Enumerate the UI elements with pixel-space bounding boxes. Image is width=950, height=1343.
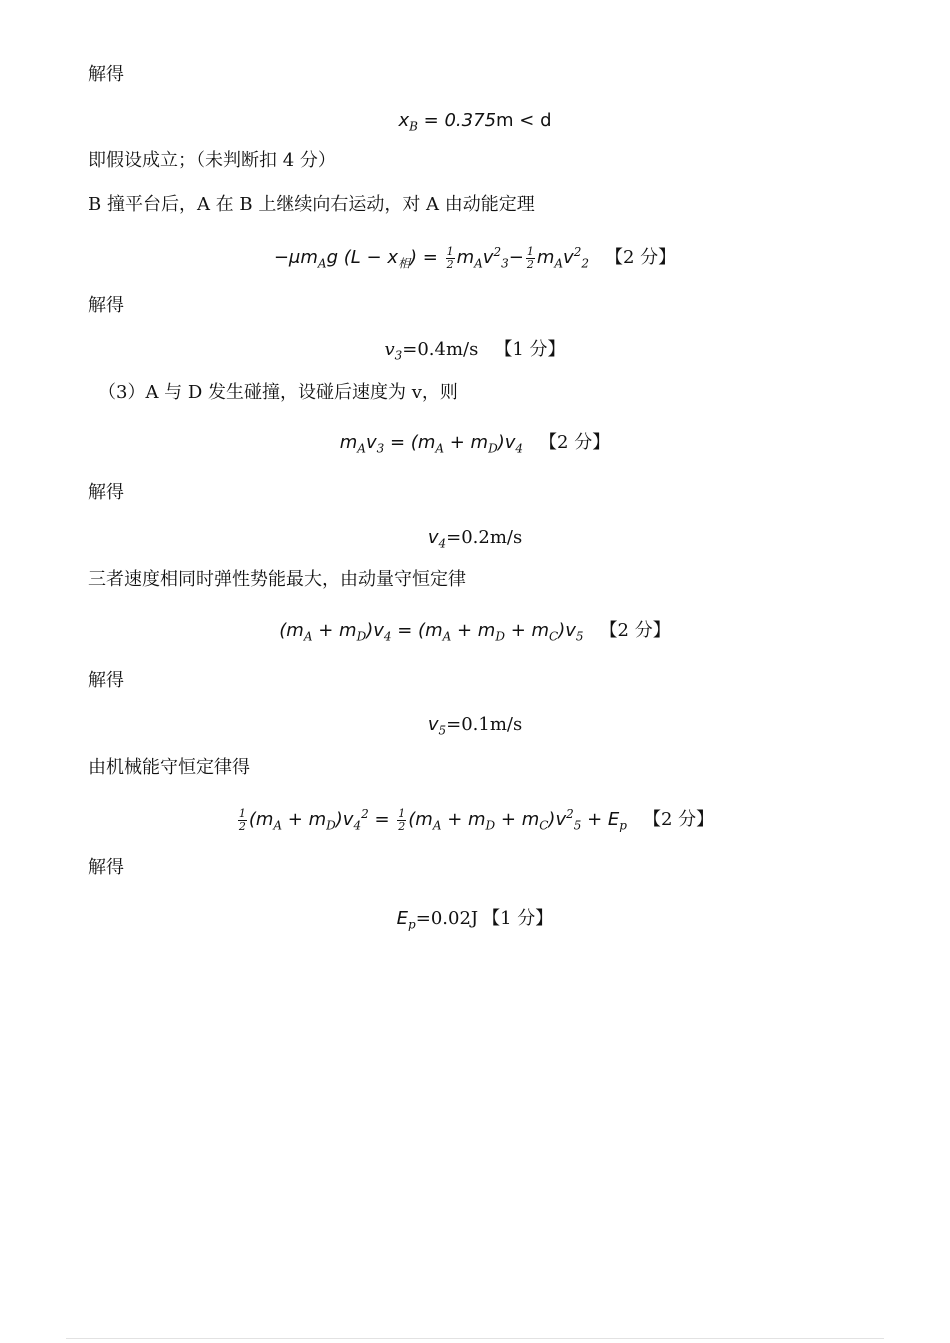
eq4-sub-d-2: D	[485, 818, 496, 833]
eq1-term: v	[563, 247, 574, 269]
eq1-sub: 相	[397, 256, 410, 271]
eq1-term: m	[456, 247, 475, 269]
v4-symbol: v	[427, 527, 439, 548]
text-three-same-speed: 三者速度相同时弹性势能最大，由动量守恒定律	[88, 569, 466, 590]
result-v3	[0, 339, 950, 363]
eq2-term: = (m	[384, 432, 436, 453]
text-mechanical-energy: 由机械能守恒定律得	[88, 757, 250, 778]
eq4-term-8: + E	[581, 809, 620, 831]
eq4-sup-2b: 2	[566, 807, 574, 822]
eq3-rhs-close: )v	[558, 620, 576, 641]
eq4-sub-5: 5	[573, 818, 582, 833]
eq4-term-5: + m	[441, 809, 486, 831]
eq4-sub-a-2: A	[432, 818, 442, 833]
eq-xb-sub: B	[409, 119, 418, 134]
v3-symbol: v	[384, 339, 395, 360]
eq3-lhs-close: )v	[366, 620, 384, 641]
eq1-sub: 2	[581, 256, 589, 271]
eq4-sub-c: C	[539, 818, 549, 833]
frac-num: 1	[238, 807, 246, 820]
eq3-plus-3: + m	[504, 620, 550, 641]
eq4-term-6: + m	[495, 809, 540, 831]
eq2-sub: A	[357, 441, 366, 456]
equation-mechanical-energy	[0, 808, 950, 832]
text-assumption: 即假设成立；（未判断扣 4 分）	[88, 150, 336, 171]
score-badge: 【2 分】	[604, 247, 677, 269]
fraction-half-2	[526, 246, 535, 270]
score-badge: 【2 分】	[539, 432, 611, 453]
eq2-term: )v	[497, 432, 516, 453]
eq3-sub-a-2: A	[442, 629, 452, 644]
eq4-eq: =	[368, 809, 396, 831]
eq4-term-1: (m	[248, 809, 274, 831]
eq2-sub: 4	[515, 441, 524, 456]
eq2-term: + m	[444, 432, 489, 453]
eq2-term: v	[365, 432, 377, 453]
eq4-sub-4: 4	[353, 818, 362, 833]
eq3-sub-c: C	[549, 629, 559, 644]
frac-den: 2	[398, 819, 406, 833]
fraction-half-3	[238, 808, 247, 832]
eq1-term: −	[508, 247, 524, 269]
fraction-half-4	[397, 808, 406, 832]
frac-num: 1	[398, 807, 406, 820]
eq3-sub-4: 4	[383, 629, 392, 644]
v4-sub: 4	[438, 536, 447, 551]
ep-symbol: E	[396, 908, 409, 929]
eq1-sub: 3	[501, 256, 509, 271]
equation-momentum	[0, 620, 950, 644]
score-badge: 【1 分】	[494, 339, 566, 360]
page-bottom-divider	[66, 1338, 884, 1339]
eq1-term: m	[536, 247, 555, 269]
eq1-sub: A	[554, 256, 564, 271]
v5-sub: 5	[438, 723, 447, 738]
eq4-term-3: )v	[335, 809, 354, 831]
equation-collision	[0, 432, 950, 456]
eq3-sub-a: A	[303, 629, 313, 644]
eq3-eq: = (m	[391, 620, 443, 641]
label-jiede-2: 解得	[88, 295, 124, 316]
eq-xb-mid: =	[417, 110, 445, 131]
eq3-sub-d: D	[356, 629, 367, 644]
eq-xb-lhs: x	[398, 110, 410, 131]
score-badge: 【2 分】	[642, 809, 715, 831]
v5-symbol: v	[427, 714, 439, 735]
eq4-sub-a: A	[273, 818, 283, 833]
eq1-term: −μm	[273, 247, 318, 269]
label-jiede-4: 解得	[88, 670, 124, 691]
label-jiede-3: 解得	[88, 482, 124, 503]
ep-sub: p	[408, 917, 416, 932]
frac-num: 1	[526, 245, 534, 258]
eq4-sup-2: 2	[361, 807, 369, 822]
eq1-sub: A	[317, 256, 327, 271]
equation-xb	[0, 110, 950, 134]
eq3-plus-1: + m	[312, 620, 357, 641]
score-badge: 【1 分】	[482, 908, 554, 929]
frac-den: 2	[526, 257, 534, 271]
eq4-term-2: + m	[282, 809, 327, 831]
eq4-sub-p: p	[619, 818, 627, 833]
fraction-half	[446, 246, 455, 270]
label-jiede-5: 解得	[88, 857, 124, 878]
v3-value: =0.4m/s	[402, 339, 479, 360]
v4-value: =0.2m/s	[446, 527, 523, 548]
eq4-sub-d: D	[326, 818, 336, 833]
text-part-3: （3）A 与 D 发生碰撞，设碰后速度为 v，则	[98, 382, 458, 403]
eq2-sub: D	[488, 441, 498, 456]
eq1-term: ) =	[410, 247, 444, 269]
eq1-sub: A	[474, 256, 483, 271]
eq1-term: g (L − x	[326, 247, 398, 269]
eq2-sub: 3	[376, 441, 385, 456]
result-v4	[0, 527, 950, 551]
equation-work-energy	[0, 246, 950, 270]
eq1-sup: 2	[493, 245, 502, 260]
eq-xb-value: 0.375	[444, 110, 497, 131]
eq2-sub: A	[435, 441, 445, 456]
frac-den: 2	[446, 257, 454, 271]
ep-value: =0.02J	[415, 908, 479, 929]
eq3-plus-2: + m	[451, 620, 496, 641]
eq1-sup: 2	[573, 245, 582, 260]
eq3-sub-5: 5	[575, 629, 584, 644]
result-ep	[0, 908, 950, 932]
eq1-term: v	[482, 247, 494, 269]
label-jiede-1: 解得	[88, 64, 124, 85]
frac-num: 1	[446, 245, 454, 258]
result-v5	[0, 714, 950, 738]
eq4-term-4: (m	[408, 809, 433, 831]
v3-sub: 3	[394, 348, 403, 363]
text-b-hits-platform: B 撞平台后，A 在 B 上继续向右运动，对 A 由动能定理	[88, 194, 535, 215]
eq2-term: m	[339, 432, 358, 453]
eq3-sub-d-2: D	[495, 629, 505, 644]
eq4-term-7: )v	[548, 809, 567, 831]
score-badge: 【2 分】	[599, 620, 671, 641]
v5-value: =0.1m/s	[446, 714, 523, 735]
eq-xb-rest: m < d	[496, 110, 552, 131]
eq3-lhs-open: (m	[279, 620, 304, 641]
frac-den: 2	[238, 819, 246, 833]
